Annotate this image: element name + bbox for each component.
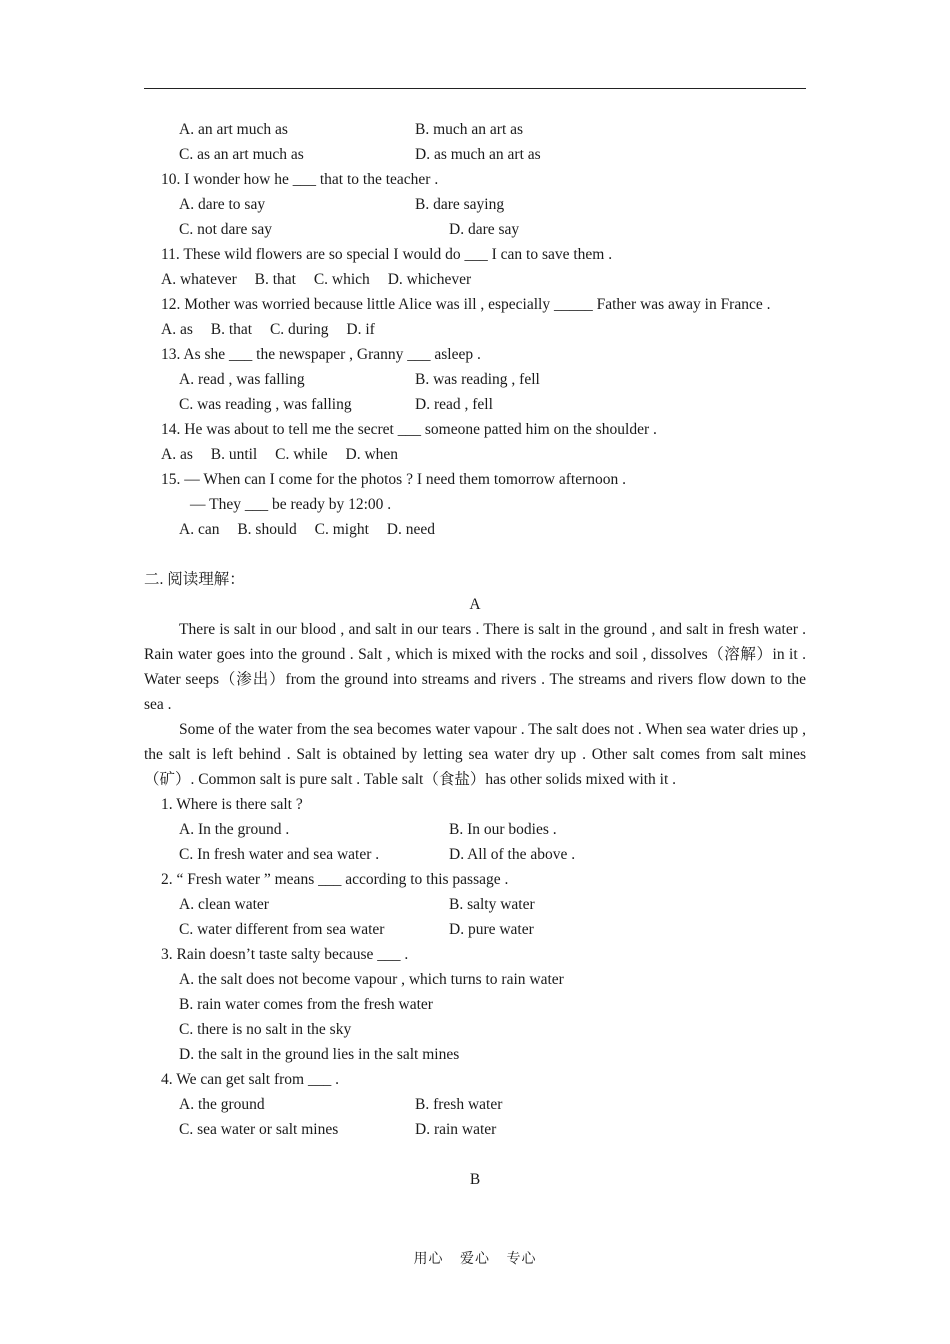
q12-option-a: A. as xyxy=(161,321,193,338)
q10-options-row-1 xyxy=(144,192,806,217)
ra4-options-row-1 xyxy=(144,1092,806,1117)
footer-text-2: 爱心 xyxy=(460,1252,490,1267)
passage-a-label: A xyxy=(469,596,481,613)
passage-a-paragraph-1: There is salt in our blood , and salt in our tears . There is salt in the ground , and salt in fresh water . Rain water goes into the ground . Salt , which is mixed with the rocks and soil , dissolves（溶解）in it . Water seeps（渗出）from the ground into streams and rivers . The streams and rivers flow down to the sea . xyxy=(144,621,806,713)
ra1-stem: 1. Where is there salt ? xyxy=(161,796,303,813)
q15-option-c: C. might xyxy=(314,521,369,538)
ra3-option-b: B. rain water comes from the fresh water xyxy=(179,996,433,1013)
q14-options xyxy=(144,442,806,467)
ra2-option-c: C. water different from sea water xyxy=(179,921,385,938)
q15-reply: — They ___ be ready by 12:00 . xyxy=(190,496,392,513)
q13-options-row-1 xyxy=(144,367,806,392)
passage-a-paragraph-2: Some of the water from the sea becomes water vapour . The salt does not . When sea water dries up , the salt is left behind . Salt is obtained by letting sea water dry up . Other salt comes from salt mines（矿）. Common salt is pure salt . Table salt（食盐）has other solids mixed with it . xyxy=(144,721,806,788)
spacer xyxy=(144,542,806,567)
q11-option-a: A. whatever xyxy=(161,271,237,288)
ra3-option-c: C. there is no salt in the sky xyxy=(179,1021,352,1038)
document-body xyxy=(144,117,806,1192)
q12-options xyxy=(144,317,806,342)
q13-option-c: C. was reading , was falling xyxy=(179,396,352,413)
ra4-stem: 4. We can get salt from ___ . xyxy=(161,1071,339,1088)
q13-option-b: B. was reading , fell xyxy=(415,371,540,388)
q10-stem: 10. I wonder how he ___ that to the teacher . xyxy=(161,171,439,188)
q9-option-c: C. as an art much as xyxy=(179,146,304,163)
ra4-options-row-2 xyxy=(144,1117,806,1142)
ra1-option-c: C. In fresh water and sea water . xyxy=(179,846,380,863)
q11-option-d: D. whichever xyxy=(387,271,472,288)
q12-option-c: C. during xyxy=(269,321,329,338)
q9-option-b: B. much an art as xyxy=(415,121,524,138)
q10-options-row-2 xyxy=(144,217,806,242)
ra3-option-a: A. the salt does not become vapour , which turns to rain water xyxy=(179,971,564,988)
q13-stem: 13. As she ___ the newspaper , Granny ___ asleep . xyxy=(161,346,481,363)
q14-option-a: A. as xyxy=(161,446,193,463)
ra1-option-a: A. In the ground . xyxy=(179,821,290,838)
q14-option-b: B. until xyxy=(210,446,258,463)
ra1-options-row-2 xyxy=(144,842,806,867)
ra4-option-c: C. sea water or salt mines xyxy=(179,1121,339,1138)
page-footer xyxy=(0,1248,950,1268)
q11-option-c: C. which xyxy=(313,271,370,288)
ra1-option-d: D. All of the above . xyxy=(449,846,576,863)
ra3-stem: 3. Rain doesn’t taste salty because ___ . xyxy=(161,946,409,963)
q11-stem: 11. These wild flowers are so special I would do ___ I can to save them . xyxy=(161,246,613,263)
q12-option-b: B. that xyxy=(210,321,253,338)
q9-option-d: D. as much an art as xyxy=(415,146,541,163)
q15-option-a: A. can xyxy=(179,521,220,538)
ra1-options-row-1 xyxy=(144,817,806,842)
q11-options xyxy=(144,267,806,292)
ra2-option-b: B. salty water xyxy=(449,896,535,913)
q9-option-a: A. an art much as xyxy=(179,121,288,138)
q15-option-b: B. should xyxy=(237,521,297,538)
q14-stem: 14. He was about to tell me the secret ___ someone patted him on the shoulder . xyxy=(161,421,657,438)
ra4-option-a: A. the ground xyxy=(179,1096,265,1113)
ra2-stem: 2. “ Fresh water ” means ___ according to this passage . xyxy=(161,871,509,888)
header-rule xyxy=(144,88,806,89)
q15-option-d: D. need xyxy=(386,521,435,538)
ra1-option-b: B. In our bodies . xyxy=(449,821,557,838)
q12-stem: 12. Mother was worried because little Alice was ill , especially _____ Father was away in France . xyxy=(161,296,771,313)
section-heading: 二. 阅读理解： xyxy=(144,571,245,588)
ra4-option-b: B. fresh water xyxy=(415,1096,503,1113)
ra4-option-d: D. rain water xyxy=(415,1121,497,1138)
footer-text-1: 用心 xyxy=(413,1252,444,1267)
q15-options xyxy=(144,517,806,542)
spacer xyxy=(144,1142,806,1167)
passage-b-label: B xyxy=(469,1171,481,1188)
ra2-option-d: D. pure water xyxy=(449,921,534,938)
ra2-options-row-2 xyxy=(144,917,806,942)
q14-option-d: D. when xyxy=(345,446,399,463)
q14-option-c: C. while xyxy=(275,446,328,463)
q10-option-a: A. dare to say xyxy=(179,196,266,213)
q10-option-b: B. dare saying xyxy=(415,196,505,213)
q13-option-d: D. read , fell xyxy=(415,396,493,413)
footer-text-3: 专心 xyxy=(506,1252,537,1267)
ra3-option-d: D. the salt in the ground lies in the salt mines xyxy=(179,1046,460,1063)
q13-option-a: A. read , was falling xyxy=(179,371,305,388)
q10-option-c: C. not dare say xyxy=(179,221,272,238)
ra2-option-a: A. clean water xyxy=(179,896,269,913)
ra2-options-row-1 xyxy=(144,892,806,917)
q15-stem: 15. — When can I come for the photos ? I need them tomorrow afternoon . xyxy=(161,471,626,488)
q11-option-b: B. that xyxy=(254,271,296,288)
q10-option-d: D. dare say xyxy=(449,221,520,238)
q13-options-row-2 xyxy=(144,392,806,417)
q9-options-row-2 xyxy=(144,142,806,167)
q9-options-row-1 xyxy=(144,117,806,142)
q12-option-d: D. if xyxy=(346,321,375,338)
